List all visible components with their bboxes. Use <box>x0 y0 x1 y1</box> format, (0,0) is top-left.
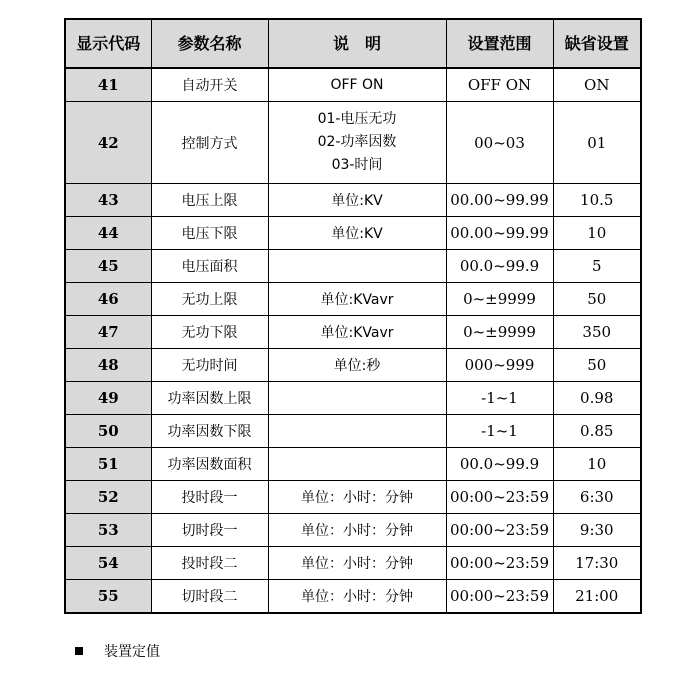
table-row <box>65 349 641 382</box>
desc-line: 02-功率因数 <box>317 134 397 150</box>
cell-desc: 单位:KVavr <box>268 283 446 316</box>
header-code: 显示代码 <box>65 19 151 68</box>
header-range: 设置范围 <box>446 19 553 68</box>
square-bullet-icon <box>75 647 83 655</box>
cell-desc: 单位:KV <box>268 184 446 217</box>
cell-code: 51 <box>65 448 151 481</box>
table-row <box>65 316 641 349</box>
table-row <box>65 250 641 283</box>
cell-range: 00:00~23:59 <box>446 547 553 580</box>
cell-code: 53 <box>65 514 151 547</box>
cell-name: 切时段二 <box>151 580 268 614</box>
table-row <box>65 68 641 102</box>
footer-text: 装置定值 <box>104 644 160 660</box>
cell-desc <box>268 448 446 481</box>
cell-name: 无功时间 <box>151 349 268 382</box>
cell-default: ON <box>553 68 641 102</box>
cell-desc: 单位：小时：分钟 <box>268 547 446 580</box>
table-row <box>65 580 641 614</box>
table-row <box>65 184 641 217</box>
parameter-table <box>64 18 642 614</box>
cell-range: 00:00~23:59 <box>446 514 553 547</box>
table-header-row <box>65 19 641 68</box>
cell-default: 17:30 <box>553 547 641 580</box>
cell-name: 切时段一 <box>151 514 268 547</box>
cell-code: 52 <box>65 481 151 514</box>
cell-default: 5 <box>553 250 641 283</box>
cell-desc <box>268 382 446 415</box>
cell-default: 9:30 <box>553 514 641 547</box>
cell-range: 00~03 <box>446 102 553 184</box>
cell-code: 50 <box>65 415 151 448</box>
cell-desc: 单位：小时：分钟 <box>268 580 446 614</box>
cell-default: 6:30 <box>553 481 641 514</box>
cell-default: 10 <box>553 448 641 481</box>
table-row <box>65 382 641 415</box>
cell-code: 54 <box>65 547 151 580</box>
cell-code: 46 <box>65 283 151 316</box>
cell-name: 电压上限 <box>151 184 268 217</box>
cell-name: 投时段二 <box>151 547 268 580</box>
desc-line: 01-电压无功 <box>317 111 397 127</box>
cell-desc: 单位:KV <box>268 217 446 250</box>
cell-desc <box>268 415 446 448</box>
cell-default: 01 <box>553 102 641 184</box>
table-row <box>65 217 641 250</box>
cell-desc: 单位:秒 <box>268 349 446 382</box>
table-row <box>65 283 641 316</box>
cell-name: 电压面积 <box>151 250 268 283</box>
table-row <box>65 514 641 547</box>
cell-desc: OFF ON <box>268 68 446 102</box>
cell-name: 功率因数面积 <box>151 448 268 481</box>
cell-code: 48 <box>65 349 151 382</box>
table-row <box>65 448 641 481</box>
cell-range: 00.00~99.99 <box>446 184 553 217</box>
cell-range: 00:00~23:59 <box>446 580 553 614</box>
cell-name: 无功下限 <box>151 316 268 349</box>
table-row <box>65 481 641 514</box>
cell-code: 45 <box>65 250 151 283</box>
table-row <box>65 102 641 184</box>
cell-range: 00.00~99.99 <box>446 217 553 250</box>
cell-desc <box>268 102 446 184</box>
cell-range: OFF ON <box>446 68 553 102</box>
cell-name: 控制方式 <box>151 102 268 184</box>
cell-code: 47 <box>65 316 151 349</box>
cell-code: 41 <box>65 68 151 102</box>
cell-desc <box>268 250 446 283</box>
cell-code: 43 <box>65 184 151 217</box>
cell-range: 00.0~99.9 <box>446 250 553 283</box>
cell-default: 350 <box>553 316 641 349</box>
cell-range: 0~±9999 <box>446 316 553 349</box>
cell-range: 000~999 <box>446 349 553 382</box>
cell-name: 功率因数下限 <box>151 415 268 448</box>
cell-name: 投时段一 <box>151 481 268 514</box>
header-default: 缺省设置 <box>553 19 641 68</box>
cell-name: 自动开关 <box>151 68 268 102</box>
cell-default: 50 <box>553 283 641 316</box>
table-row <box>65 547 641 580</box>
cell-range: 00.0~99.9 <box>446 448 553 481</box>
cell-code: 49 <box>65 382 151 415</box>
cell-name: 无功上限 <box>151 283 268 316</box>
cell-desc: 单位:KVavr <box>268 316 446 349</box>
cell-name: 功率因数上限 <box>151 382 268 415</box>
cell-default: 0.85 <box>553 415 641 448</box>
cell-range: -1~1 <box>446 415 553 448</box>
cell-default: 50 <box>553 349 641 382</box>
cell-default: 10.5 <box>553 184 641 217</box>
header-desc: 说 明 <box>268 19 446 68</box>
cell-range: -1~1 <box>446 382 553 415</box>
cell-default: 10 <box>553 217 641 250</box>
cell-code: 44 <box>65 217 151 250</box>
cell-range: 00:00~23:59 <box>446 481 553 514</box>
cell-default: 21:00 <box>553 580 641 614</box>
cell-range: 0~±9999 <box>446 283 553 316</box>
cell-default: 0.98 <box>553 382 641 415</box>
footer-note <box>75 641 160 661</box>
cell-name: 电压下限 <box>151 217 268 250</box>
cell-desc: 单位：小时：分钟 <box>268 481 446 514</box>
cell-code: 55 <box>65 580 151 614</box>
cell-code: 42 <box>65 102 151 184</box>
table-row <box>65 415 641 448</box>
header-name: 参数名称 <box>151 19 268 68</box>
desc-line: 03-时间 <box>331 157 383 173</box>
cell-desc: 单位：小时：分钟 <box>268 514 446 547</box>
